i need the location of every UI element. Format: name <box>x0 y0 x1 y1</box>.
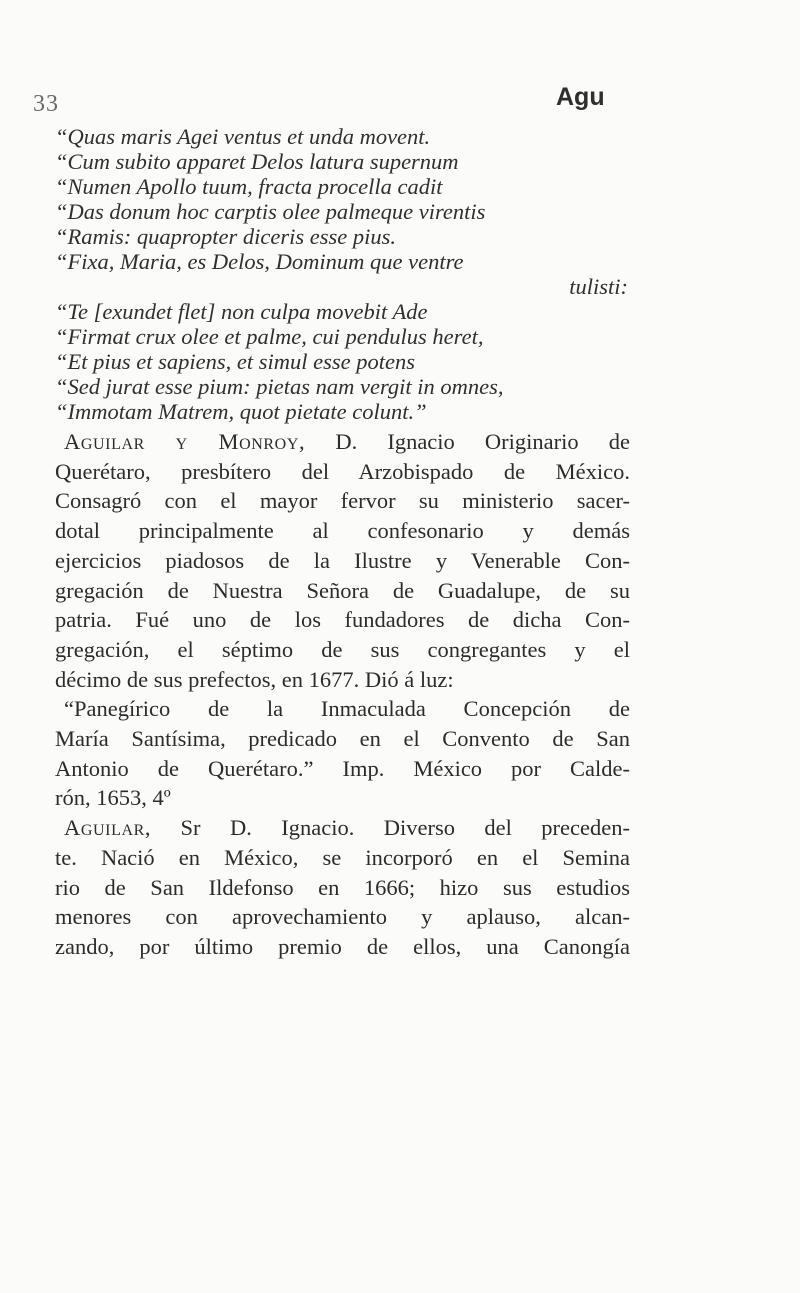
entry-text-line: dotal principalmente al confesonario y demás <box>55 518 630 544</box>
entry-text-line: décimo de sus prefectos, en 1677. Dió á luz: <box>55 666 454 692</box>
latin-poem <box>55 124 630 424</box>
poem-line: “Cum subito apparet Delos latura supernum <box>55 149 459 174</box>
poem-line: “Et pius et sapiens, et simul esse potens <box>55 349 415 374</box>
entry-text-line: zando, por último premio de ellos, una Canongía <box>55 933 630 959</box>
entry-text-line: ejercicios piadosos de la Ilustre y Venerable Con- <box>55 547 630 573</box>
running-head: Agu <box>556 83 605 111</box>
biography-entry-aguilar-y-monroy <box>55 427 630 813</box>
entry-text-line: menores con aprovechamiento y aplauso, alcan- <box>55 904 630 930</box>
entry-text-line: patria. Fué uno de los fundadores de dicha Con- <box>55 607 630 633</box>
entry-text-line: “Panegírico de la Inmaculada Concepción de <box>64 696 630 722</box>
entry-name: Aguilar y Monroy, <box>64 429 306 454</box>
entry-text-line: Antonio de Querétaro.” Imp. México por Calde- <box>55 755 630 781</box>
poem-line-continuation: tulisti: <box>569 274 628 299</box>
entry-text-line: te. Nació en México, se incorporó en el Semina <box>55 844 630 870</box>
entry-text-line: Sr D. Ignacio. Diverso del preceden- <box>180 815 630 841</box>
entry-text-line: gregación de Nuestra Señora de Guadalupe, de su <box>55 577 630 603</box>
poem-line: “Ramis: quapropter diceris esse pius. <box>55 224 397 249</box>
poem-line: “Das donum hoc carptis olee palmeque virentis <box>55 199 486 224</box>
entry-text-line: D. Ignacio Originario de <box>335 429 630 454</box>
entry-name: Aguilar, <box>64 815 152 841</box>
page-content <box>55 124 630 962</box>
entry-text-line: gregación, el séptimo de sus congregantes y el <box>55 636 630 662</box>
poem-line: “Te [exundet flet] non culpa movebit Ade <box>55 299 428 324</box>
poem-line: “Sed jurat esse pium: pietas nam vergit in omnes, <box>55 374 504 399</box>
poem-line: “Numen Apollo tuum, fracta procella cadit <box>55 174 443 199</box>
entry-text-line: María Santísima, predicado en el Convento de San <box>55 726 630 752</box>
entry-text-line: rón, 1653, 4º <box>55 785 171 811</box>
page-number: 33 <box>33 91 59 117</box>
poem-line: “Quas maris Agei ventus et unda movent. <box>55 124 431 149</box>
entry-text-line: Consagró con el mayor fervor su ministerio sacer- <box>55 488 630 514</box>
entry-text-line: rio de San Ildefonso en 1666; hizo sus estudios <box>55 874 630 900</box>
poem-line: “Immotam Matrem, quot pietate colunt.” <box>55 399 427 424</box>
biography-entry-aguilar <box>55 813 630 962</box>
poem-line: “Firmat crux olee et palme, cui pendulus heret, <box>55 324 484 349</box>
entry-text-line: Querétaro, presbítero del Arzobispado de México. <box>55 458 630 484</box>
poem-line: “Fixa, Maria, es Delos, Dominum que ventre <box>55 249 464 274</box>
